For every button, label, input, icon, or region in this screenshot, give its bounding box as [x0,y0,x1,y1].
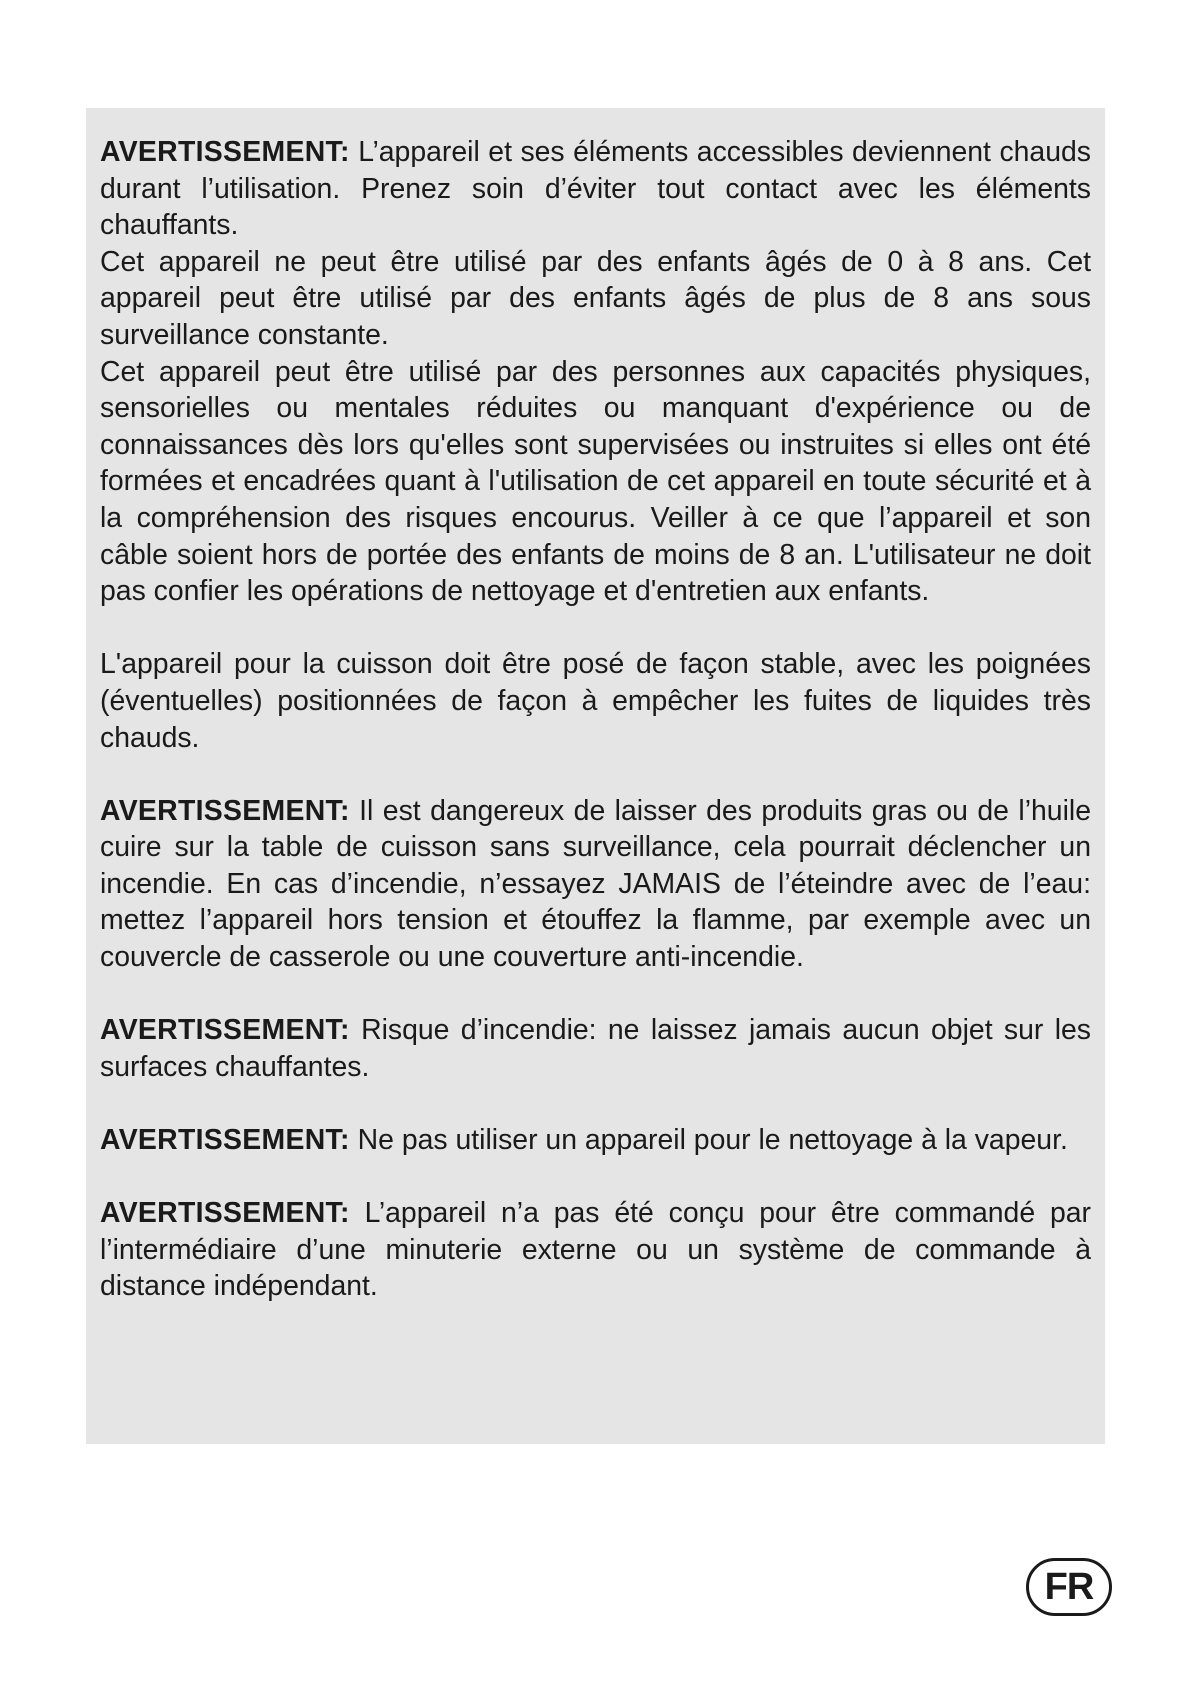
warning-stable-placement: L'appareil pour la cuisson doit être posé de façon stable, avec les poignées (éventuelles) positionnées de façon à empêcher les fuites de liquides très chauds. [100,648,1091,754]
warning-keyword: AVERTISSEMENT: [100,1124,350,1157]
warning-children-age: Cet appareil ne peut être utilisé par des enfants âgés de 0 à 8 ans. Cet appareil peut être utilisé par des enfants âgés de plus de 8 ans sous surveillance constante. [100,245,1091,351]
safety-warnings-box [86,108,1105,1444]
warning-text: L’appareil n’a pas été conçu pour être commandé par l’intermédiaire d’une minuterie externe ou un système de commande à distance indépendant. [100,1197,1091,1303]
warning-external-timer [100,1195,1091,1305]
warning-keyword: AVERTISSEMENT: [100,794,350,827]
warning-text: Ne pas utiliser un appareil pour le nettoyage à la vapeur. [349,1124,1068,1157]
warning-text: Risque d’incendie: ne laissez jamais aucun objet sur les surfaces chauffantes. [100,1014,1091,1083]
warning-hot-surfaces [100,134,1091,244]
warning-keyword: AVERTISSEMENT: [100,1197,350,1230]
warning-reduced-capacities: Cet appareil peut être utilisé par des personnes aux capacités physiques, sensorielles ou mentales réduites ou manquant d'expérience ou de connaissances dès lors qu'elles sont supervisées ou instruites si elles ont été formées et encadrées quant à l'utilisation de cet appareil en toute sécurité et à la compréhension des risques encourus. Veiller à ce que l’appareil et son câble soient hors de portée des enfants de moins de 8 an. L'utilisateur ne doit pas confier les opérations de nettoyage et d'entretien aux enfants. [100,355,1091,608]
warning-keyword: AVERTISSEMENT: [100,136,350,168]
warning-keyword: AVERTISSEMENT: [100,1014,350,1047]
warning-fire-risk-objects [100,1012,1091,1085]
warning-text: L’appareil et ses éléments accessibles deviennent chauds durant l’utilisation. Prenez soin d’éviter tout contact avec les éléments chauffants. [100,136,1091,242]
warning-fat-oil-fire [100,793,1091,976]
language-badge: FR [1026,1558,1112,1616]
warning-steam-cleaner [100,1122,1091,1159]
warning-text: Il est dangereux de laisser des produits gras ou de l’huile cuire sur la table de cuisson sans surveillance, cela pourrait déclencher un incendie. En cas d’incendie, n’essayez JAMAIS de l’éteindre avec de l’eau: mettez l’appareil hors tension et étouffez la flamme, par exemple avec un couvercle de casserole ou une couverture anti-incendie. [100,794,1091,974]
